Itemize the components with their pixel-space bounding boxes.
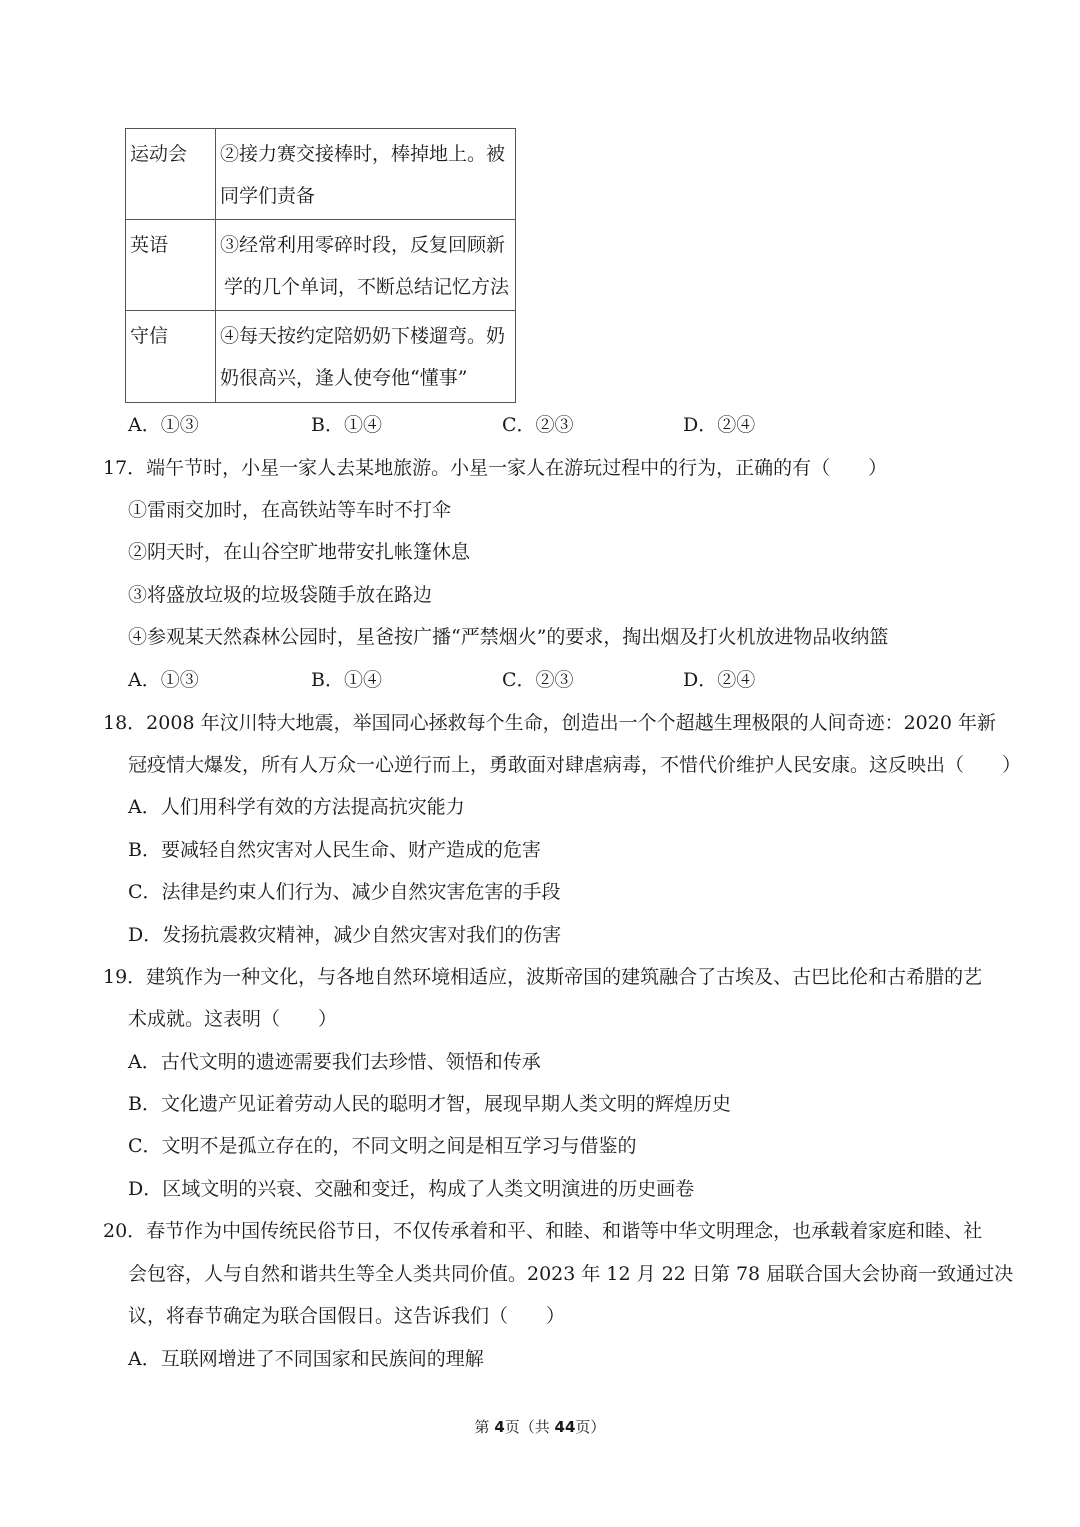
footer-middle: 页（共 xyxy=(504,1418,555,1436)
question-16-options xyxy=(128,410,928,438)
table-cell-topic xyxy=(126,220,216,311)
question-17-item: ②阴天时，在山谷空旷地带安扎帐篷休息 xyxy=(128,541,471,563)
question-20-stem: 会包容，人与自然和谐共生等全人类共同价值。2023 年 12 月 22 日第 78 届联合国大会协商一致通过决 xyxy=(128,1263,1014,1285)
question-19-option-d: D．区域文明的兴衰、交融和变迁，构成了人类文明演进的历史画卷 xyxy=(128,1178,695,1200)
question-18-option-c: C．法律是约束人们行为、减少自然灾害危害的手段 xyxy=(128,881,561,903)
table-cell-content xyxy=(216,311,516,403)
question-17-item: ③将盛放垃圾的垃圾袋随手放在路边 xyxy=(128,584,433,606)
content-line: ②接力赛交接棒时，棒掉地上。被 xyxy=(220,143,506,165)
question-20-stem: 议，将春节确定为联合国假日。这告诉我们（ ） xyxy=(128,1305,566,1327)
content-line: ③经常利用零碎时段，反复回顾新 xyxy=(220,234,506,256)
question-19-stem: 术成就。这表明（ ） xyxy=(128,1008,338,1030)
question-18-stem: 18．2008 年汶川特大地震，举国同心拯救每个生命，创造出一个个超越生理极限的人间奇迹：2020 年新 xyxy=(103,712,996,734)
question-19-stem: 19．建筑作为一种文化，与各地自然环境相适应，波斯帝国的建筑融合了古埃及、古巴比伦和古希腊的艺 xyxy=(103,966,983,988)
footer-suffix: 页） xyxy=(575,1418,606,1436)
question-17-stem: 17．端午节时，小星一家人去某地旅游。小星一家人在游玩过程中的行为，正确的有（ ） xyxy=(103,457,888,479)
page-number: 4 xyxy=(494,1418,505,1436)
content-line: ④每天按约定陪奶奶下楼遛弯。奶 xyxy=(220,325,506,347)
topic-label: 守信 xyxy=(130,325,169,347)
table-cell-topic xyxy=(126,129,216,220)
option-d: D．②④ xyxy=(683,669,756,691)
question-17-options xyxy=(128,665,928,693)
option-c: C．②③ xyxy=(502,669,574,691)
question-18-option-d: D．发扬抗震救灾精神，减少自然灾害对我们的伤害 xyxy=(128,924,562,946)
option-d: D．②④ xyxy=(683,414,756,436)
page-footer xyxy=(0,1416,1080,1437)
option-b: B．①④ xyxy=(311,414,382,436)
question-17-item: ④参观某天然森林公园时，星爸按广播“严禁烟火”的要求，掏出烟及打火机放进物品收纳篮 xyxy=(128,626,889,648)
question-18-stem: 冠疫情大爆发，所有人万众一心逆行而上，勇敢面对肆虐病毒，不惜代价维护人民安康。这反映出（ ） xyxy=(128,754,1022,776)
question-18-option-b: B．要减轻自然灾害对人民生命、财产造成的危害 xyxy=(128,839,541,861)
option-c: C．②③ xyxy=(502,414,574,436)
footer-prefix: 第 xyxy=(474,1418,495,1436)
question-17-item: ①雷雨交加时，在高铁站等车时不打伞 xyxy=(128,499,452,521)
option-a: A．①③ xyxy=(128,414,199,436)
topic-label: 运动会 xyxy=(130,143,188,165)
question-20-option-a: A．互联网增进了不同国家和民族间的理解 xyxy=(128,1348,484,1370)
page-total: 44 xyxy=(554,1418,576,1436)
topic-label: 英语 xyxy=(130,234,169,256)
table-cell-topic xyxy=(126,311,216,403)
table-row xyxy=(126,220,516,311)
table-cell-content xyxy=(216,129,516,220)
content-line: 奶很高兴，逢人使夸他“懂事” xyxy=(220,367,468,389)
content-line: 学的几个单词，不断总结记忆方法 xyxy=(224,276,510,298)
question-19-option-c: C．文明不是孤立存在的，不同文明之间是相互学习与借鉴的 xyxy=(128,1135,637,1157)
table-row xyxy=(126,311,516,403)
table-row xyxy=(126,129,516,220)
question-19-option-b: B．文化遗产见证着劳动人民的聪明才智，展现早期人类文明的辉煌历史 xyxy=(128,1093,731,1115)
question-16-table xyxy=(125,128,516,403)
question-19-option-a: A．古代文明的遗迹需要我们去珍惜、领悟和传承 xyxy=(128,1051,541,1073)
question-18-option-a: A．人们用科学有效的方法提高抗灾能力 xyxy=(128,796,465,818)
option-b: B．①④ xyxy=(311,669,382,691)
content-line: 同学们责备 xyxy=(220,185,316,207)
option-a: A．①③ xyxy=(128,669,199,691)
table-cell-content xyxy=(216,220,516,311)
question-20-stem: 20．春节作为中国传统民俗节日，不仅传承着和平、和睦、和谐等中华文明理念，也承载着家庭和睦、社 xyxy=(103,1220,983,1242)
